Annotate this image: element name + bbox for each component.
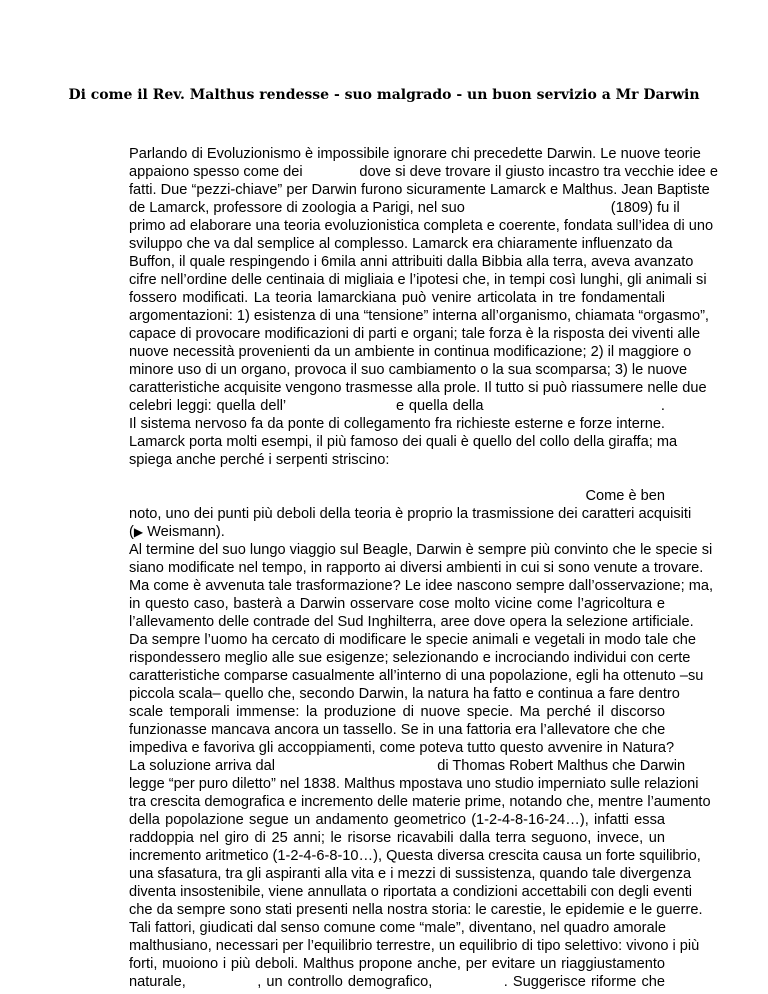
text-line: forti, muoiono i più deboli. Malthus propone anche, per evitare un riaggiustamento (129, 956, 665, 972)
text-line: in questo caso, basterà a Darwin osservare cose molto vicine come l’agricoltura e (129, 596, 665, 612)
reference-link: Weismann). (147, 524, 225, 540)
text-line: nuove necessità provenienti da un ambiente in continua modificazione; 2) il maggiore o (129, 344, 692, 360)
text-line: scale temporali immense: la produzione di nuove specie. Ma perché il discorso (129, 704, 665, 720)
text-line: una sfasatura, tra gli aspiranti alla vita e i mezzi di sussistenza, quando tale divergenza (129, 866, 692, 882)
text-line: rispondessero meglio alle sue esigenze; selezionando e incrociando individui con certe (129, 650, 691, 666)
text-line: caratteristiche acquisite vengono trasmesse alla prole. Il tutto si può riassumere nelle due (129, 380, 707, 396)
text-line: cifre nell’ordine delle centinaia di migliaia e l’ipotesi che, in tempi così lunghi, gli animali si (129, 272, 707, 288)
text-line: fossero modificati. La teoria lamarckiana può venire articolata in tre fondamentali (129, 290, 665, 306)
text-line: argomentazioni: 1) esistenza di una “tensione” interna all’organismo, chiamata “orgasmo”, (129, 308, 709, 324)
text-line: della popolazione segue un andamento geometrico (1-2-4-8-16-24…), infatti essa (129, 812, 665, 828)
text-line: siano modificate nel tempo, in rapporto ai diversi ambienti in cui si sono venute a trovare. (129, 560, 704, 576)
text-line: Buffon, il quale respingendo i 6mila anni attribuiti dalla Bibbia alla terra, aveva avanzato (129, 254, 694, 270)
text-line: celebri leggi: quella dell’ e quella della . (129, 398, 665, 414)
text-line: Come è ben (585, 488, 665, 504)
text-line: Tali fattori, giudicati dal senso comune come “male”, diventano, nel quadro amorale (129, 920, 667, 936)
text-line: sviluppo che va dal semplice al complesso. Lamarck era chiaramente influenzato da (129, 236, 673, 252)
text-line: Parlando di Evoluzionismo è impossibile ignorare chi precedette Darwin. Le nuove teorie (129, 146, 701, 162)
text-line: Da sempre l’uomo ha cercato di modificare le specie animali e vegetali in modo tale che (129, 632, 697, 648)
text-line: spiega anche perché i serpenti striscino: (129, 452, 390, 468)
text-line: malthusiano, necessari per l’equilibrio terrestre, un equilibrio di tipo selettivo: vivono i più (129, 938, 700, 954)
arrow-right-icon: ▶ (133, 525, 144, 539)
text-line: incremento aritmetico (1-2-4-6-8-10…), Questa diversa crescita causa un forte squilibrio, (129, 848, 701, 864)
text-line: Ma come è avvenuta tale trasformazione? Le idee nascono sempre dall’osservazione; ma, (129, 578, 714, 594)
text-line: noto, uno dei punti più deboli della teoria è proprio la trasmissione dei caratteri acquisiti (129, 506, 692, 522)
text-line: de Lamarck, professore di zoologia a Parigi, nel suo (1809) fu il (129, 200, 680, 216)
text-line: legge “per puro diletto” nel 1838. Malthus mpostava uno studio imperniato sulle relazioni (129, 776, 699, 792)
text-line: appaiono spesso come dei dove si deve trovare il giusto incastro tra vecchie idee e (129, 164, 718, 180)
text-line: caratteristiche comparse casualmente all’interno di una popolazione, egli ha ottenuto –su (129, 668, 704, 684)
text-line: minore uso di un organo, provoca il suo cambiamento o la sua scomparsa; 3) le nuove (129, 362, 688, 378)
text-line: impediva e favoriva gli accoppiamenti, come poteva tutto questo avvenire in Natura? (129, 740, 675, 756)
text-line: Lamarck porta molti esempi, il più famoso dei quali è quello del collo della giraffa; ma (129, 434, 678, 450)
text-line: l’allevamento delle contrade del Sud Inghilterra, aree dove opera la selezione artificiale. (129, 614, 694, 630)
text-line: funzionasse mancava ancora un tassello. Se in una fattoria era l’allevatore che che (129, 722, 666, 738)
open-paren: ( (129, 524, 134, 540)
text-line: tra crescita demografica e incremento delle materie prime, notando che, mentre l’aumento (129, 794, 711, 810)
text-line: Il sistema nervoso fa da ponte di collegamento fra richieste esterne e forze interne. (129, 416, 665, 432)
text-line: capace di provocare modificazioni di parti e organi; tale forza è la risposta dei viventi alle (129, 326, 701, 342)
text-line: diventa insostenibile, viene annullata o riportata a condizioni accettabili con degli eventi (129, 884, 693, 900)
text-line: primo ad elaborare una teoria evoluzionistica completa e coerente, fondata sull’idea di uno (129, 218, 714, 234)
text-line: che da sempre sono stati presenti nella nostra storia: le carestie, le epidemie e le guerre. (129, 902, 703, 918)
text-line: piccola scala– quello che, secondo Darwin, la natura ha fatto e continua a fare dentro (129, 686, 680, 702)
text-line: raddoppia nel giro di 25 anni; le risorse ricavabili dalla terra seguono, invece, un (129, 830, 665, 846)
text-line: fatti. Due “pezzi-chiave” per Darwin furono sicuramente Lamarck e Malthus. Jean Baptiste (129, 182, 710, 198)
text-line: La soluzione arriva dal di Thomas Robert Malthus che Darwin (129, 758, 686, 774)
text-line (129, 523, 665, 541)
text-line: naturale, , un controllo demografico, . Suggerisce riforme che (129, 974, 665, 990)
page-title: Di come il Rev. Malthus rendesse - suo malgrado - un buon servizio a Mr Darwin (68, 87, 700, 103)
text-line: Al termine del suo lungo viaggio sul Beagle, Darwin è sempre più convinto che le specie si (129, 542, 713, 558)
